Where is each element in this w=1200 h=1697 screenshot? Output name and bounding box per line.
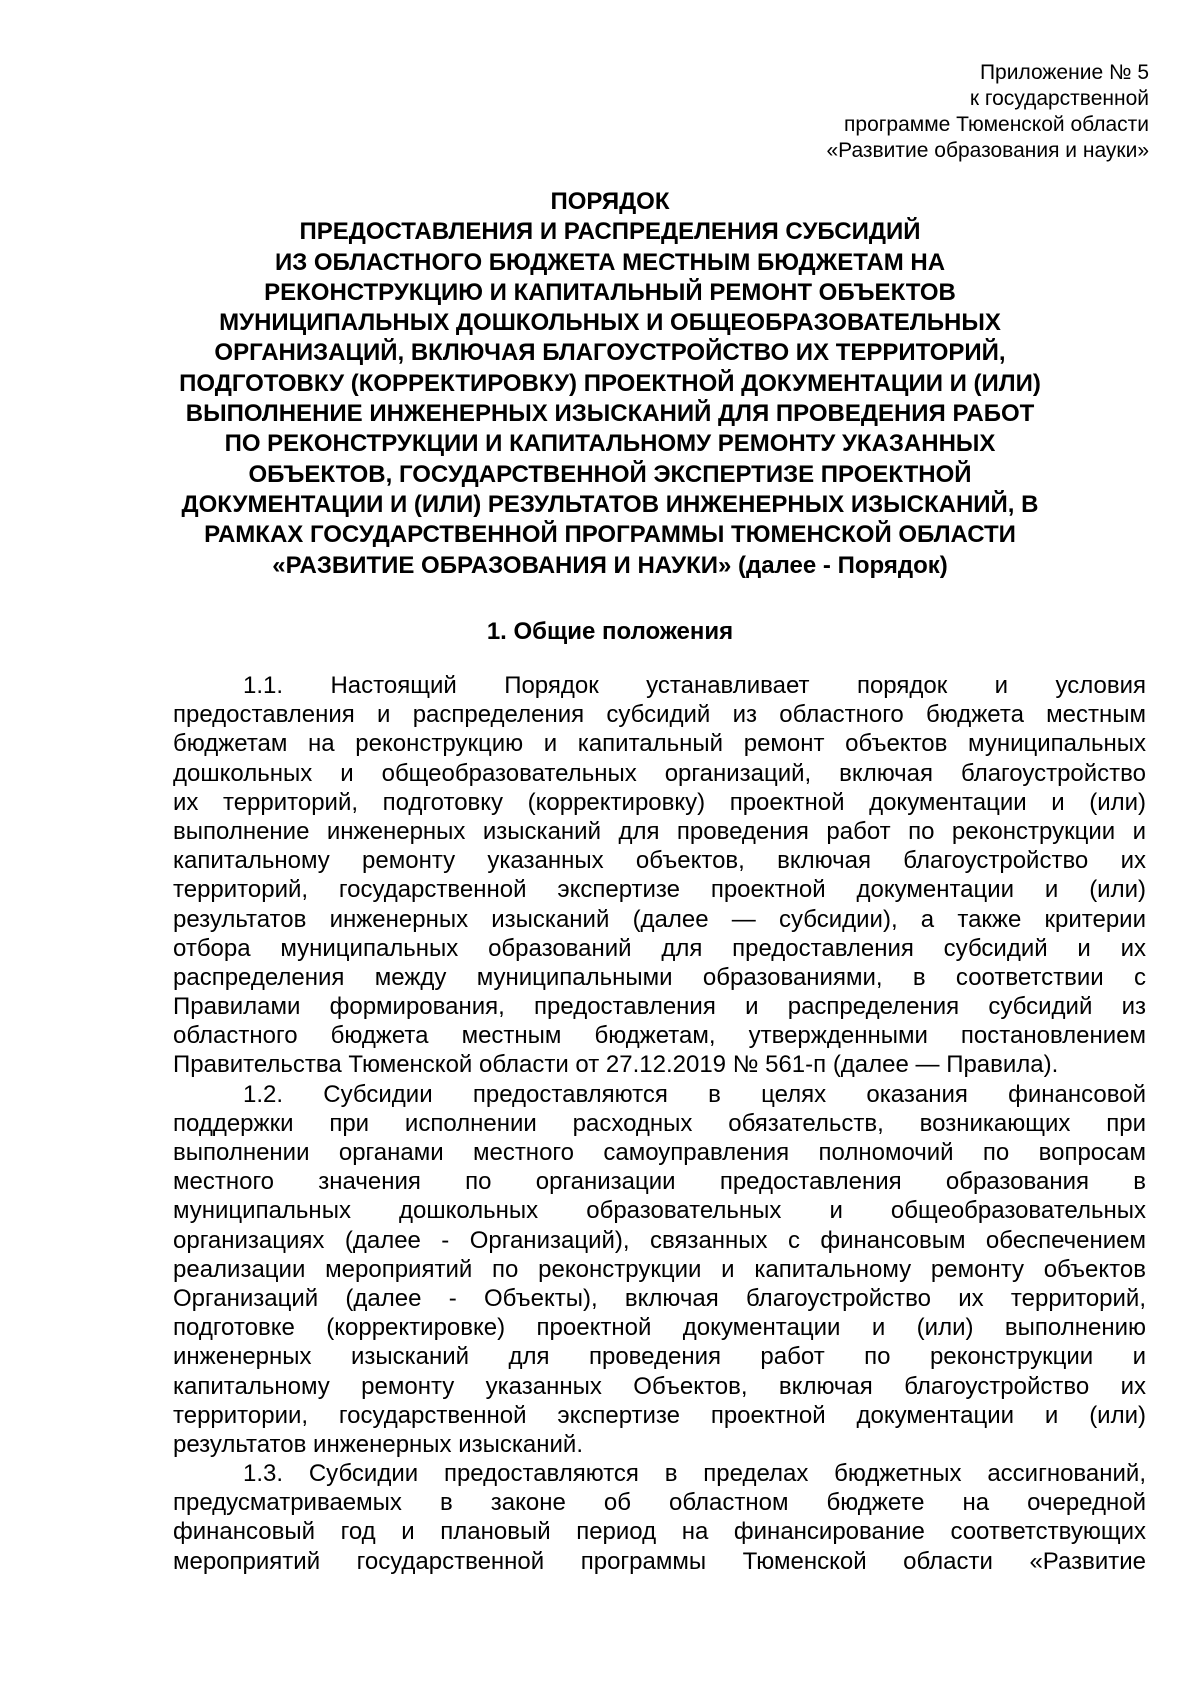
body-line: мероприятий государственной программы Тюменской области «Развитие [173, 1547, 1146, 1575]
title-line: «РАЗВИТИЕ ОБРАЗОВАНИЯ И НАУКИ» (далее - Порядок) [272, 551, 948, 579]
body-line: организациях (далее - Организаций), связанных с финансовым обеспечением [173, 1226, 1146, 1254]
appendix-line: программе Тюменской области [844, 113, 1149, 136]
body-line: результатов инженерных изысканий (далее — субсидии), а также критерии [173, 905, 1146, 933]
title-line: РЕКОНСТРУКЦИЮ И КАПИТАЛЬНЫЙ РЕМОНТ ОБЪЕКТОВ [264, 278, 956, 306]
title-line: ИЗ ОБЛАСТНОГО БЮДЖЕТА МЕСТНЫМ БЮДЖЕТАМ НА [274, 248, 946, 276]
title-line: ПОДГОТОВКУ (КОРРЕКТИРОВКУ) ПРОЕКТНОЙ ДОКУМЕНТАЦИИ И (ИЛИ) [179, 369, 1041, 397]
body-line: реализации мероприятий по реконструкции и капитальному ремонту объектов [173, 1255, 1146, 1283]
body-line: финансовый год и плановый период на финансирование соответствующих [173, 1518, 1146, 1546]
appendix-line: к государственной [969, 87, 1149, 110]
body-line: областного бюджета местным бюджетам, утвержденными постановлением [173, 1022, 1146, 1050]
title-line: ПОРЯДОК [550, 188, 670, 215]
section-heading: 1. Общие положения [486, 618, 734, 645]
body-text [173, 671, 1146, 1576]
title-line: РАМКАХ ГОСУДАРСТВЕННОЙ ПРОГРАММЫ ТЮМЕНСКОЙ ОБЛАСТИ [204, 521, 1016, 549]
body-line: территории, государственной экспертизе проектной документации и (или) [173, 1401, 1146, 1429]
body-line: поддержки при исполнении расходных обязательств, возникающих при [173, 1109, 1146, 1137]
title-line: ВЫПОЛНЕНИЕ ИНЖЕНЕРНЫХ ИЗЫСКАНИЙ ДЛЯ ПРОВЕДЕНИЯ РАБОТ [185, 400, 1035, 428]
appendix-line: Приложение № 5 [979, 61, 1149, 84]
title-line: ДОКУМЕНТАЦИИ И (ИЛИ) РЕЗУЛЬТАТОВ ИНЖЕНЕРНЫХ ИЗЫСКАНИЙ, В [181, 490, 1039, 518]
body-line: капитальному ремонту указанных объектов, включая благоустройство их [173, 847, 1146, 875]
appendix-note [629, 60, 1149, 164]
title-line: ОРГАНИЗАЦИЙ, ВКЛЮЧАЯ БЛАГОУСТРОЙСТВО ИХ ТЕРРИТОРИЙ, [214, 339, 1006, 367]
title-line: МУНИЦИПАЛЬНЫХ ДОШКОЛЬНЫХ И ОБЩЕОБРАЗОВАТЕЛЬНЫХ [219, 309, 1001, 337]
document-title [150, 187, 1070, 581]
body-line: Организаций (далее - Объекты), включая благоустройство их территорий, [173, 1284, 1146, 1312]
body-line: предоставления и распределения субсидий из областного бюджета местным [173, 701, 1146, 729]
body-line: их территорий, подготовку (корректировку) проектной документации и (или) [173, 788, 1146, 816]
title-line: ОБЪЕКТОВ, ГОСУДАРСТВЕННОЙ ЭКСПЕРТИЗЕ ПРОЕКТНОЙ [248, 460, 972, 488]
title-line: ПРЕДОСТАВЛЕНИЯ И РАСПРЕДЕЛЕНИЯ СУБСИДИЙ [299, 218, 921, 246]
body-line: территорий, государственной экспертизе проектной документации и (или) [173, 876, 1146, 904]
body-line: муниципальных дошкольных образовательных и общеобразовательных [173, 1197, 1146, 1225]
appendix-line: «Развитие образования и науки» [826, 139, 1149, 162]
body-line: результатов инженерных изысканий. [173, 1430, 583, 1458]
body-line: отбора муниципальных образований для предоставления субсидий и их [173, 934, 1146, 962]
body-line: выполнении органами местного самоуправления полномочий по вопросам [173, 1139, 1146, 1166]
body-line: дошкольных и общеобразовательных организаций, включая благоустройство [173, 759, 1146, 787]
body-line: выполнение инженерных изысканий для проведения работ по реконструкции и [173, 817, 1146, 845]
body-line: Правилами формирования, предоставления и распределения субсидий из [173, 993, 1146, 1021]
body-line: 1.3. Субсидии предоставляются в пределах бюджетных ассигнований, [243, 1460, 1146, 1488]
body-line: капитальному ремонту указанных Объектов, включая благоустройство их [173, 1372, 1146, 1400]
body-line: 1.2. Субсидии предоставляются в целях оказания финансовой [243, 1080, 1146, 1108]
title-line: ПО РЕКОНСТРУКЦИИ И КАПИТАЛЬНОМУ РЕМОНТУ УКАЗАННЫХ [224, 430, 996, 458]
body-line: предусматриваемых в законе об областном бюджете на очередной [173, 1489, 1146, 1517]
body-line: бюджетам на реконструкцию и капитальный ремонт объектов муниципальных [173, 730, 1146, 758]
body-line: подготовке (корректировке) проектной документации и (или) выполнению [173, 1314, 1146, 1342]
body-line: распределения между муниципальными образованиями, в соответствии с [173, 963, 1146, 991]
body-line: Правительства Тюменской области от 27.12.2019 № 561-п (далее — Правила). [173, 1051, 1059, 1079]
body-line: инженерных изысканий для проведения работ по реконструкции и [173, 1343, 1146, 1371]
body-line: местного значения по организации предоставления образования в [173, 1168, 1146, 1196]
body-line: 1.1. Настоящий Порядок устанавливает порядок и условия [243, 672, 1146, 699]
